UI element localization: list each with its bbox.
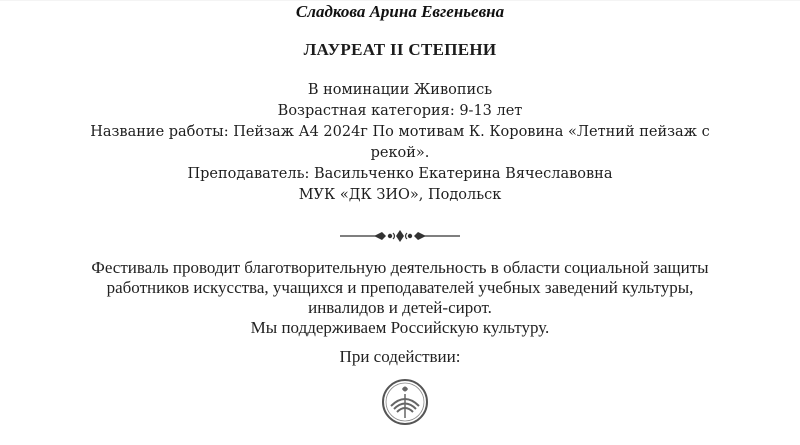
statement-line-1: Фестиваль проводит благотворительную деятельность в области социальной защиты <box>91 258 709 277</box>
festival-statement <box>0 258 800 338</box>
statement-line-4: Мы поддерживаем Российскую культуру. <box>250 318 550 337</box>
recipient-name: Сладкова Арина Евгеньевна <box>295 2 505 21</box>
top-edge <box>0 0 800 1</box>
support-label: При содействии: <box>339 347 461 366</box>
award-details <box>0 80 800 206</box>
statement-line-2: работников искусства, учащихся и преподавателей учебных заведений культуры, <box>106 278 694 297</box>
nomination: В номинации Живопись <box>307 82 493 98</box>
award-title: ЛАУРЕАТ II СТЕПЕНИ <box>303 40 497 59</box>
age-category: Возрастная категория: 9-13 лет <box>277 103 523 119</box>
institution: МУК «ДК ЗИО», Подольск <box>298 187 502 203</box>
ornamental-divider-icon <box>0 228 800 248</box>
work-title-line-2: рекой». <box>370 145 430 161</box>
statement-line-3: инвалидов и детей-сирот. <box>308 298 492 317</box>
work-title-line-1: Название работы: Пейзаж А4 2024г По мотивам К. Коровина «Летний пейзаж с <box>90 124 710 140</box>
cis-emblem-icon <box>381 378 429 430</box>
teacher: Преподаватель: Васильченко Екатерина Вячеславовна <box>187 166 613 182</box>
